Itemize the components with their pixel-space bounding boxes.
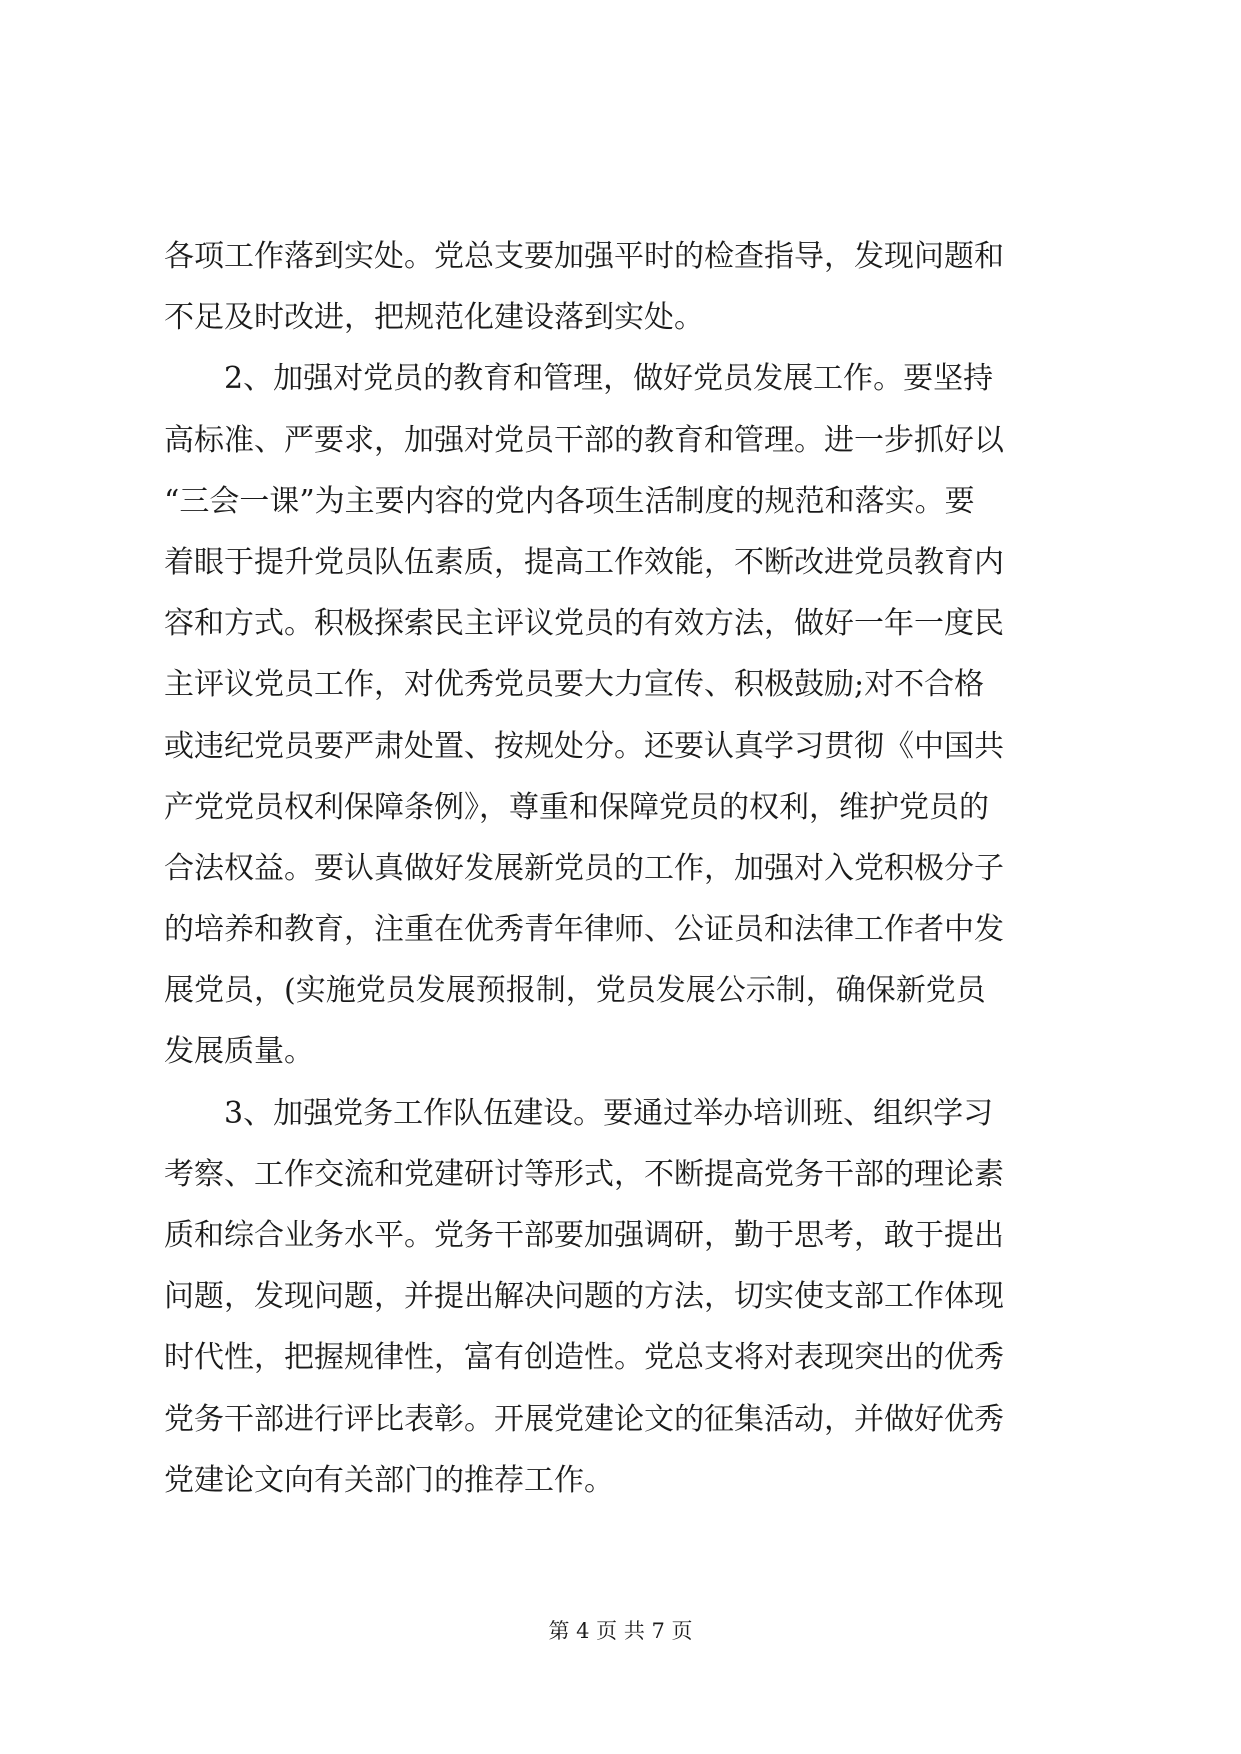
text-line: 高标准、严要求，加强对党员干部的教育和管理。进一步抓好以 [164,422,1004,458]
text-line: 着眼于提升党员队伍素质，提高工作效能，不断改进党员教育内 [164,544,1004,580]
text-line: 不足及时改进，把规范化建设落到实处。 [164,300,704,336]
text-line: 的培养和教育，注重在优秀青年律师、公证员和法律工作者中发 [164,912,1004,948]
text-line: 产党党员权利保障条例》，尊重和保障党员的权利，维护党员的 [164,789,989,825]
text-line: 考察、工作交流和党建研讨等形式，不断提高党务干部的理论素 [164,1156,1004,1192]
page-number-footer: 第 4 页 共 7 页 [548,1619,693,1643]
text-line: 党务干部进行评比表彰。开展党建论文的征集活动，并做好优秀 [164,1401,1004,1437]
text-line: 容和方式。积极探索民主评议党员的有效方法，做好一年一度民 [164,606,1004,642]
text-line: 2、加强对党员的教育和管理，做好党员发展工作。要坚持 [164,361,994,397]
text-line: 党建论文向有关部门的推荐工作。 [164,1462,614,1498]
text-line: 各项工作落到实处。党总支要加强平时的检查指导，发现问题和 [164,239,1004,274]
text-line: 主评议党员工作，对优秀党员要大力宣传、积极鼓励;对不合格 [164,667,985,703]
text-line: 展党员，(实施党员发展预报制，党员发展公示制，确保新党员 [164,973,986,1009]
text-line: 或违纪党员要严肃处置、按规处分。还要认真学习贯彻《中国共 [164,728,1004,764]
text-line: “三会一课”为主要内容的党内各项生活制度的规范和落实。要 [164,483,975,519]
text-line: 问题，发现问题，并提出解决问题的方法，切实使支部工作体现 [164,1279,1004,1315]
body-text [164,226,1084,1511]
text-line: 合法权益。要认真做好发展新党员的工作，加强对入党积极分子 [164,850,1004,886]
text-line: 3、加强党务工作队伍建设。要通过举办培训班、组织学习 [164,1095,994,1131]
text-line: 时代性，把握规律性，富有创造性。党总支将对表现突出的优秀 [164,1340,1004,1376]
text-line: 质和综合业务水平。党务干部要加强调研，勤于思考，敢于提出 [164,1218,1004,1253]
text-line: 发展质量。 [164,1034,314,1070]
